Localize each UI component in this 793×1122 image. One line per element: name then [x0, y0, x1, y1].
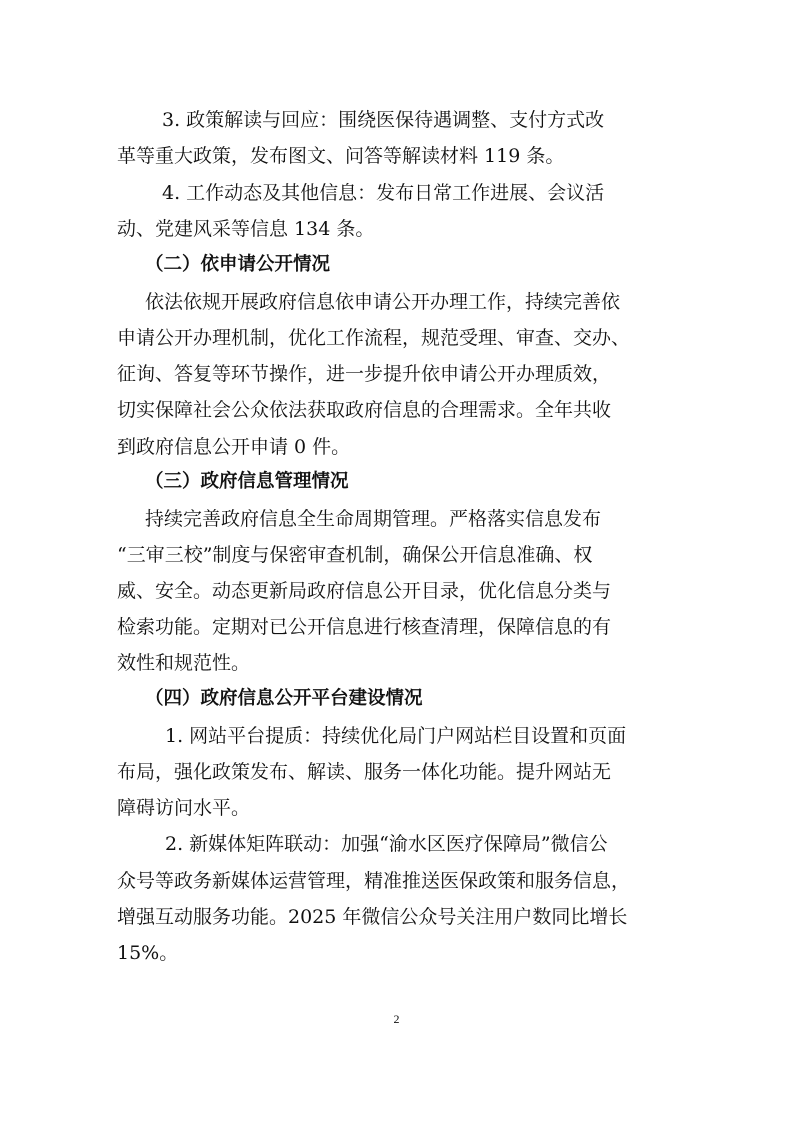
text-line: 切实保障社会公众依法获取政府信息的合理需求。全年共收 — [117, 399, 612, 421]
text-line: 障碍访问水平。 — [117, 797, 251, 819]
text-line: 到政府信息公开申请 0 件。 — [117, 436, 351, 458]
text-line: 检索功能。定期对已公开信息进行核查清理，保障信息的有 — [117, 616, 612, 638]
section-heading: （二）依申请公开情况 — [145, 254, 331, 275]
text-line: 2. 新媒体矩阵联动：加强“渝水区医疗保障局”微信公 — [165, 833, 608, 855]
text-line: 4. 工作动态及其他信息：发布日常工作进展、会议活 — [162, 182, 605, 204]
text-line: 增强互动服务功能。2025 年微信公众号关注用户数同比增长 — [117, 906, 628, 928]
text-line: 布局，强化政策发布、解读、服务一体化功能。提升网站无 — [117, 761, 612, 783]
text-line: 依法依规开展政府信息依申请公开办理工作，持续完善依 — [145, 291, 621, 313]
text-line: 3. 政策解读与回应：围绕医保待遇调整、支付方式改 — [162, 109, 605, 131]
text-line: 众号等政务新媒体运营管理，精准推送医保政策和服务信息， — [117, 870, 631, 892]
text-line: 效性和规范性。 — [117, 652, 251, 674]
text-line: 动、党建风采等信息 134 条。 — [117, 218, 375, 240]
text-line: “三审三校”制度与保密审查机制，确保公开信息准确、权 — [117, 544, 593, 566]
text-line: 15%。 — [117, 942, 179, 964]
text-line: 威、安全。动态更新局政府信息公开目录，优化信息分类与 — [117, 580, 612, 602]
text-line: 持续完善政府信息全生命周期管理。严格落实信息发布 — [145, 508, 602, 530]
text-line: 革等重大政策，发布图文、问答等解读材料 119 条。 — [117, 145, 565, 167]
section-heading: （三）政府信息管理情况 — [145, 471, 349, 492]
text-line: 1. 网站平台提质：持续优化局门户网站栏目设置和页面 — [165, 725, 627, 747]
page-number: 2 — [393, 1012, 400, 1026]
text-line: 申请公开办理机制，优化工作流程，规范受理、审查、交办、 — [117, 327, 631, 349]
section-heading: （四）政府信息公开平台建设情况 — [145, 688, 423, 709]
text-line: 征询、答复等环节操作，进一步提升依申请公开办理质效， — [117, 363, 612, 385]
